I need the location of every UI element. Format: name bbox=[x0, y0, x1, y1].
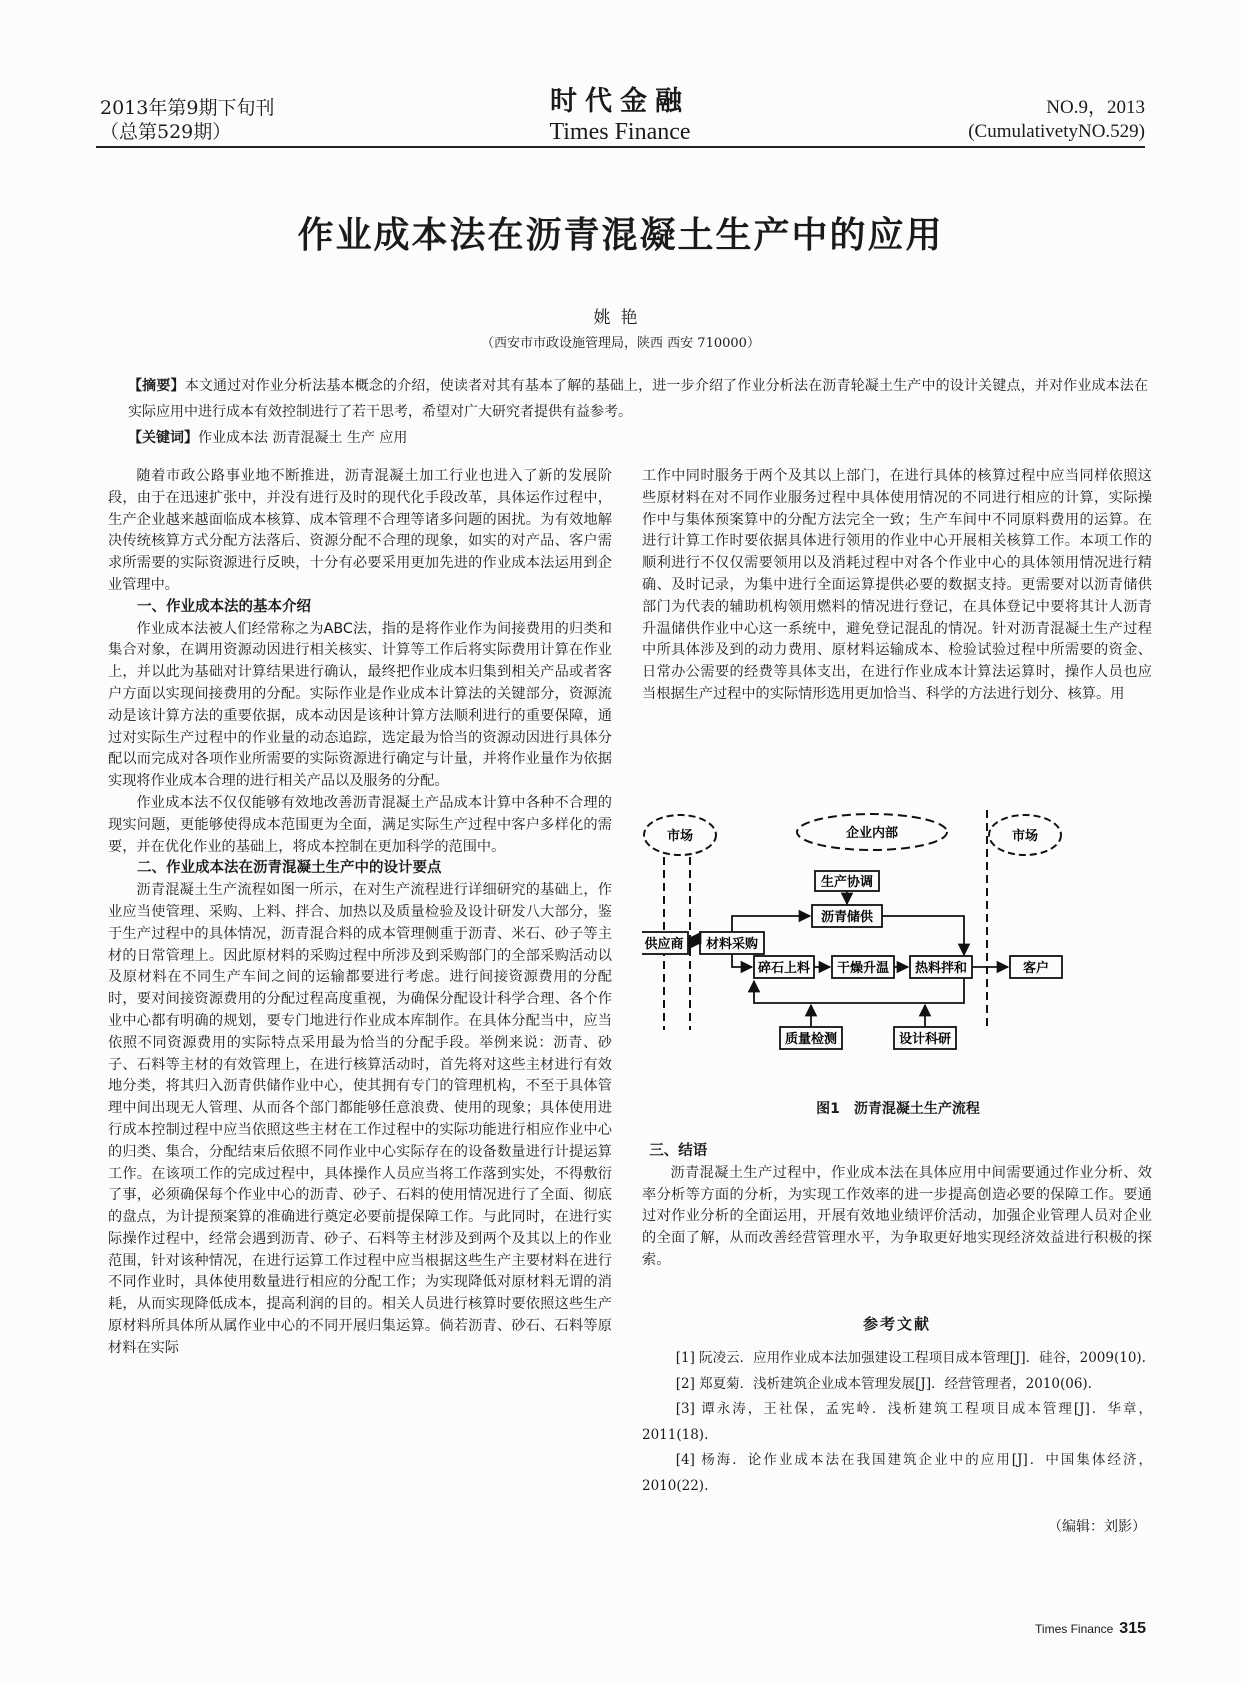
header-rule bbox=[96, 146, 1145, 148]
issue-label-en: NO.9，2013 bbox=[1046, 97, 1145, 118]
conclusion-paragraph: 沥青混凝土生产过程中，作业成本法在具体应用中间需要通过作业分析、效率分析等方面的分析，为实现工作效率的进一步提高创造必要的保障工作。要通过对作业分析的全面运用，开展有效地业绩评价活动，加强企业管理人员对企业的全面了解，从而改善经营管理水平，为争取更好地实现经济效益进行积极的探索。 bbox=[642, 1164, 1152, 1268]
figure-caption: 图1 沥青混凝土生产流程 bbox=[816, 1101, 980, 1117]
section-2-heading: 二、作业成本法在沥青混凝土生产中的设计要点 bbox=[137, 860, 442, 877]
procurement-to-storage-arrow bbox=[732, 916, 810, 932]
customer-node bbox=[1010, 956, 1062, 978]
mixing-label: 热料拌和 bbox=[914, 961, 968, 976]
abstract bbox=[128, 373, 1148, 425]
qc-label: 质量检测 bbox=[784, 1032, 838, 1047]
editor-note: （编辑：刘影） bbox=[1048, 1519, 1146, 1535]
conclusion-heading: 三、结语 bbox=[649, 1143, 708, 1159]
mixing-node bbox=[910, 956, 972, 978]
intro-paragraph: 随着市政公路事业地不断推进，沥青混凝土加工行业也进入了新的发展阶段，由于在迅速扩张中，并没有进行及时的现代化手段改革，具体运作过程中，生产企业越来越面临成本核算、成本管理不合理等诸多问题的困扰。为有效地解决传统核算方式分配方法落后、资源分配不合理的现象，如实的对产品、客户需求所需要的实际资源进行反映，十分有必要采用更加先进的作业成本法运用到企业管理中。 bbox=[108, 468, 612, 593]
gravel-node bbox=[754, 956, 814, 978]
qc-node bbox=[780, 1027, 842, 1049]
market-left-label: 市场 bbox=[666, 829, 694, 844]
article-author: 姚艳 bbox=[593, 308, 648, 328]
reference-item: [4] 杨海．论作业成本法在我国建筑企业中的应用[J]．中国集体经济，2010(22). bbox=[642, 1452, 1152, 1494]
coordination-label: 生产协调 bbox=[820, 875, 874, 890]
procurement-to-gravel-arrow bbox=[732, 954, 752, 967]
page-number: 315 bbox=[1119, 1620, 1146, 1637]
storage-node bbox=[812, 905, 882, 927]
references-heading: 参考文献 bbox=[862, 1315, 931, 1333]
reference-item: [2] 郑夏菊．浅析建筑企业成本管理发展[J]．经营管理者，2010(06). bbox=[675, 1375, 1092, 1392]
conclusion-section bbox=[642, 1141, 1152, 1272]
article-title: 作业成本法在沥青混凝土生产中的应用 bbox=[297, 215, 944, 256]
storage-to-mixing-arrow bbox=[882, 916, 964, 955]
journal-name-en: Times Finance bbox=[549, 119, 691, 145]
customer-label: 客户 bbox=[1022, 961, 1050, 976]
cumulative-label-en: (CumulativetyNO.529) bbox=[968, 121, 1145, 142]
market-right-node bbox=[989, 815, 1061, 855]
reference-item: [1] 阮凌云．应用作业成本法加强建设工程项目成本管理[J]．硅谷，2009(10). bbox=[675, 1350, 1146, 1366]
journal-masthead bbox=[480, 86, 760, 146]
section-2-continued: 工作中同时服务于两个及其以上部门，在进行具体的核算过程中应当同样依照这些原材料在对不同作业服务过程中具体使用情况的不同进行相应的计算，实际操作中与集体预案算中的分配方法完全一致；生产车间中不同原料费用的运算。在进行计算工作时要依据具体进行领用的作业中心开展相关核算工作。本项工作的顺利进行不仅仅需要领用以及消耗过程中对各个作业中心的具体领用情况进行精确、及时记录，为集中进行全面运算提供必要的数据支持。更需要对以沥青储供部门为代表的辅助机构领用燃料的情况进行登记，在具体登记中要将其计人沥青升温储供作业中心这一系统中，避免登记混乱的情况。针对沥青混凝土生产过程中所具体涉及到的动力费用、原材料运输成本、检验试验过程中所需要的资金、日常办公需要的经费等具体支出，在进行作业成本计算法运算时，操作人员也应当根据生产过程中的实际情形选用更加恰当、科学的方法进行划分、核算。用 bbox=[642, 468, 1152, 702]
drying-label: 干燥升温 bbox=[836, 961, 890, 976]
footer-journal: Times Finance bbox=[1035, 1622, 1114, 1636]
page-footer bbox=[1035, 1620, 1146, 1638]
section-1-paragraph-1: 作业成本法被人们经常称之为ABC法，指的是将作业作为间接费用的归类和集合对象，在调用资源动因进行相关核实、计算等工作后将实际费用计算在作业上，并以此为基础对计算结果进行确认，最终把作业成本归集到相关产品或者客户方面以实现间接费用的分配。实际作业是作业成本计算法的关键部分，资源流动是该计算方法的重要依据，成本动因是该种计算方法顺利进行的重要保障，通过对实际生产过程中的作业量的动态追踪，选定最为恰当的资源动因进行具体分配以而完成对各项作业所需要的实际资源进行确定与计量，并将作业量作为依据实现将作业成本合理的进行相关产品以及服务的分配。 bbox=[108, 620, 612, 790]
issue-label-zh: 2013年第9期下旬刊 bbox=[100, 97, 275, 119]
supplier-node bbox=[642, 932, 688, 954]
supplier-label: 供应商 bbox=[644, 937, 684, 952]
enterprise-label: 企业内部 bbox=[845, 826, 899, 841]
gravel-label: 碎石上料 bbox=[757, 961, 811, 976]
market-right-label: 市场 bbox=[1011, 829, 1039, 844]
feedback-loop-arrow bbox=[754, 978, 964, 1003]
reference-item: [3] 谭永涛，王社保，孟宪岭．浅析建筑工程项目成本管理[J]．华章，2011(18). bbox=[642, 1401, 1152, 1443]
keywords-text: 作业成本法 沥青混凝土 生产 应用 bbox=[198, 430, 408, 446]
design-node bbox=[894, 1027, 956, 1049]
issue-info-en bbox=[968, 96, 1145, 144]
section-2-paragraph-1: 沥青混凝土生产流程如图一所示，在对生产流程进行详细研究的基础上，作业应当使管理、采购、上料、拌合、加热以及质量检验及设计研发八大部分，鉴于生产过程中的具体情况，沥青混合料的成本管理侧重于沥青、米石、砂子等主材的日常管理上。因此原材料的采购过程中所涉及到采购部门的全部采购活动以及原材料在不同生产车间之间的运输都要进行考虑。进行间接资源费用的分配时，要对间接资源费用的分配过程高度重视，为确保分配设计科学合理、各个作业中心都有明确的规划，要专门地进行作业成本库制作。在具体分配当中，应当依照不同资源费用的实际特点采用最为恰当的分配手段。举例来说：沥青、砂子、石料等主材的有效管理上，在进行核算活动时，首先将对这些主材进行有效地分类，将其归入沥青供储作业中心，使其拥有专门的管理机构，不至于具体管理中间出现无人管理、从而各个部门都能够任意浪费、使用的现象；具体使用进行成本控制过程中应当依照这些主材在工作过程中的实际功能进行相应作业中心的归类、集合，分配结束后依照不同作业中心实际存在的设备数量进行计提运算工作。在该项工作的完成过程中，具体操作人员应当将工作落到实处，不得敷衍了事，必须确保每个作业中心的沥青、砂子、石料的使用情况进行了全面、彻底的盘点，为计提预案算的准确进行奠定必要前提保障工作。与此同时，在进行实际操作过程中，经常会遇到沥青、砂子、石料等主材涉及到两个及其以上的作业范围，针对该种情况，在进行运算工作过程中应当根据这些生产主要材料在进行不同作业时，具体使用数量进行相应的分配工作；为实现降低对原材料无谓的消耗，从而实现降低成本，提高利润的目的。相关人员进行核算时要依照这些生产原材料所具体所从属作业中心的不同开展归集运算。倘若沥青、砂石、石料等原材料在实际 bbox=[108, 882, 612, 1356]
storage-label: 沥青储供 bbox=[820, 910, 874, 925]
cumulative-label-zh: （总第529期） bbox=[100, 121, 232, 143]
market-left-node bbox=[644, 815, 716, 855]
production-flow-diagram bbox=[642, 805, 1154, 1055]
journal-name-zh: 时代金融 bbox=[550, 86, 690, 117]
keywords-label: 【关键词】 bbox=[128, 430, 198, 446]
author-affiliation: （西安市市政设施管理局，陕西 西安 710000） bbox=[481, 336, 760, 351]
abstract-label: 【摘要】 bbox=[128, 378, 185, 394]
references-list bbox=[642, 1346, 1152, 1499]
procurement-node bbox=[700, 932, 764, 954]
right-column bbox=[642, 466, 1152, 706]
keywords bbox=[128, 425, 1128, 451]
section-1-heading: 一、作业成本法的基本介绍 bbox=[137, 598, 311, 615]
abstract-text: 本文通过对作业分析法基本概念的介绍，使读者对其有基本了解的基础上，进一步介绍了作业分析法在沥青轮凝土生产中的设计关键点，并对作业成本法在实际应用中进行成本有效控制进行了若干思考，希望对广大研究者提供有益参考。 bbox=[128, 378, 1149, 420]
drying-node bbox=[832, 956, 894, 978]
left-column bbox=[108, 466, 612, 1360]
procurement-label: 材料采购 bbox=[705, 937, 759, 952]
coordination-node bbox=[815, 871, 879, 891]
issue-info-zh bbox=[100, 96, 274, 144]
section-1-paragraph-2: 作业成本法不仅仅能够有效地改善沥青混凝土产品成本计算中各种不合理的现实问题，更能够使得成本范围更为全面，满足实际生产过程中客户多样化的需要，并在优化作业的基础上，将成本控制在更加科学的范围中。 bbox=[108, 794, 612, 855]
design-label: 设计科研 bbox=[898, 1032, 952, 1047]
enterprise-node bbox=[797, 814, 947, 850]
